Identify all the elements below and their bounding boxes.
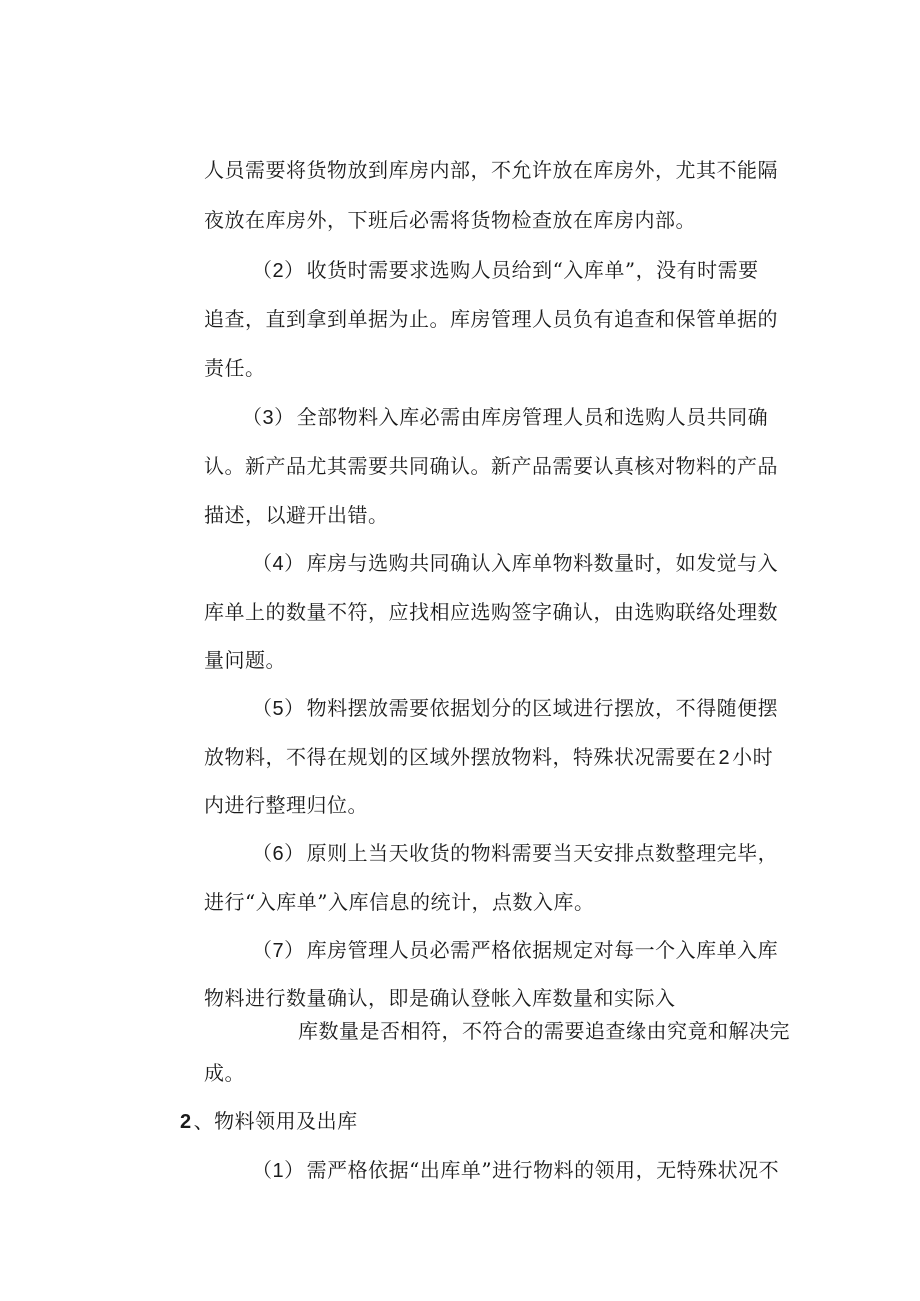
paragraph-number: （4） [252,553,305,575]
text-line-content: 库数量是否相符，不符合的需要追查缘由究竟和解决完 [298,1019,790,1043]
text-line-content: 量问题。 [204,648,286,672]
paragraph-7-first-line [250,938,778,963]
hours-number: 2 [718,747,731,769]
text-line-content: 原则上当天收货的物料需要当天安排点数整理完毕， [306,841,779,865]
text-line [298,1019,790,1043]
paragraph-number: （6） [252,843,305,865]
text-line [204,600,778,624]
text-line [204,356,266,380]
text-line-content: 库房与选购共同确认入库单物料数量时，如发觉与入 [306,551,779,575]
text-line-content: 收货时需要求选购人员给到“入库单”，没有时需要 [306,258,759,282]
paragraph-number: （1） [252,1160,305,1182]
text-line-content: 库房管理人员必需严格依据规定对每一个入库单入库 [306,938,779,962]
section-2-paragraph-1-first-line [250,1158,779,1183]
text-line-content: 认。新产品尤其需要共同确认。新产品需要认真核对物料的产品 [204,454,778,478]
text-line [204,648,286,672]
text-line [204,208,696,232]
paragraph-number: （5） [252,698,305,720]
text-line-content: 描述，以避开出错。 [204,503,389,527]
text-line-content: 责任。 [204,356,266,380]
text-line-content: 夜放在库房外，下班后必需将货物检查放在库房内部。 [204,208,696,232]
text-line-content: 人员需要将货物放到库房内部，不允许放在库房外，尤其不能隔 [204,158,778,182]
text-line [204,890,594,914]
paragraph-4-first-line [250,551,778,576]
text-line-content: 成。 [204,1061,245,1085]
paragraph-5-first-line [250,696,778,721]
text-line-content: 追查，直到拿到单据为止。库房管理人员负有追查和保管单据的 [204,307,778,331]
text-line [204,454,778,478]
text-line-content: 物料进行数量确认，即是确认登帐入库数量和实际入 [204,986,676,1010]
text-line [204,307,778,331]
paragraph-number: （3） [242,407,295,429]
section-title: 、物料领用及出库 [193,1109,358,1133]
text-line-content: 小时 [732,745,774,769]
text-line-content: 库单上的数量不符，应找相应选购签字确认，由选购联络处理数 [204,600,778,624]
section-number: 2 [180,1111,192,1133]
section-heading [180,1109,358,1134]
paragraph-number: （2） [252,260,305,282]
paragraph-6-first-line [250,841,778,866]
text-line-content: 放物料，不得在规划的区域外摆放物料，特殊状况需要在 [204,745,717,769]
text-line-content: 全部物料入库必需由库房管理人员和选购人员共同确 [296,405,769,429]
text-line-content: 物料摆放需要依据划分的区域进行摆放，不得随便摆 [306,696,779,720]
text-line-content: 进行“入库单”入库信息的统计，点数入库。 [204,890,595,914]
text-line [204,503,389,527]
text-line [204,1061,245,1085]
text-line [204,986,676,1010]
paragraph-number: （7） [252,940,305,962]
text-line [204,158,778,182]
text-line-content: 内进行整理归位。 [204,793,368,817]
paragraph-3-first-line [240,405,768,430]
text-line [204,745,773,770]
text-line-content: 需严格依据“出库单”进行物料的领用，无特殊状况不 [306,1158,780,1182]
paragraph-2-first-line [250,258,759,283]
text-line [204,793,368,817]
